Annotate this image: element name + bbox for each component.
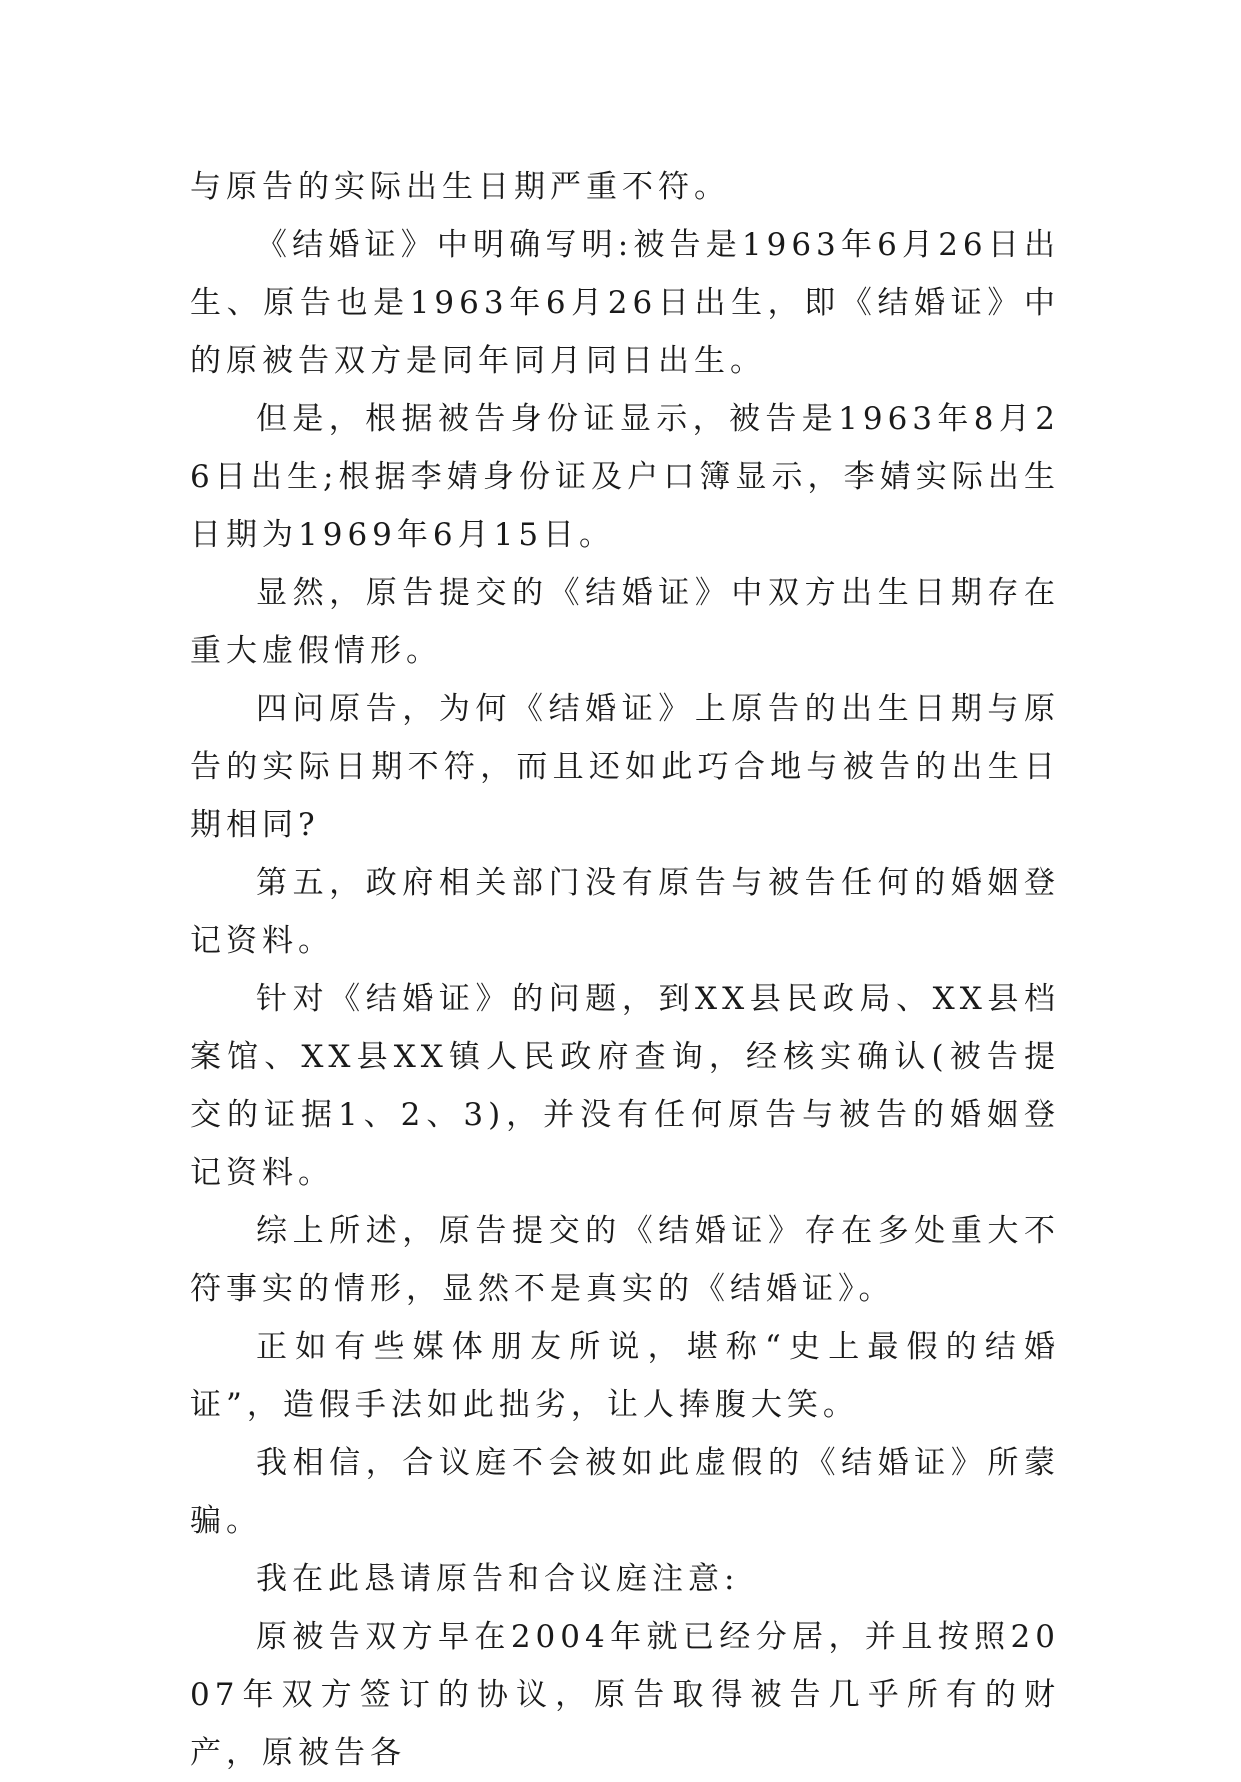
paragraph: 但是，根据被告身份证显示，被告是1963年8月26日出生;根据李婧身份证及户口簿显示，李婧实际出生日期为1969年6月15日。 <box>190 401 1060 553</box>
paragraph: 显然，原告提交的《结婚证》中双方出生日期存在重大虚假情形。 <box>190 575 1060 669</box>
paragraph: 我在此恳请原告和合议庭注意: <box>256 1561 740 1597</box>
paragraph: 我相信，合议庭不会被如此虚假的《结婚证》所蒙骗。 <box>190 1445 1060 1539</box>
paragraph: 与原告的实际出生日期严重不符。 <box>190 169 730 205</box>
paragraph: 四问原告，为何《结婚证》上原告的出生日期与原告的实际日期不符，而且还如此巧合地与被告的出生日期相同? <box>190 691 1060 843</box>
paragraph: 综上所述，原告提交的《结婚证》存在多处重大不符事实的情形，显然不是真实的《结婚证》。 <box>190 1213 1060 1307</box>
document-body <box>190 158 1060 1782</box>
paragraph: 《结婚证》中明确写明:被告是1963年6月26日出生、原告也是1963年6月26日出生，即《结婚证》中的原被告双方是同年同月同日出生。 <box>190 227 1060 379</box>
paragraph: 原被告双方早在2004年就已经分居，并且按照2007年双方签订的协议，原告取得被告几乎所有的财产，原被告各 <box>190 1619 1060 1771</box>
paragraph: 第五，政府相关部门没有原告与被告任何的婚姻登记资料。 <box>190 865 1060 959</box>
paragraph: 针对《结婚证》的问题，到XX县民政局、XX县档案馆、XX县XX镇人民政府查询，经核实确认(被告提交的证据1、2、3)，并没有任何原告与被告的婚姻登记资料。 <box>190 981 1060 1191</box>
paragraph: 正如有些媒体朋友所说，堪称“史上最假的结婚证”，造假手法如此拙劣，让人捧腹大笑。 <box>190 1329 1060 1423</box>
